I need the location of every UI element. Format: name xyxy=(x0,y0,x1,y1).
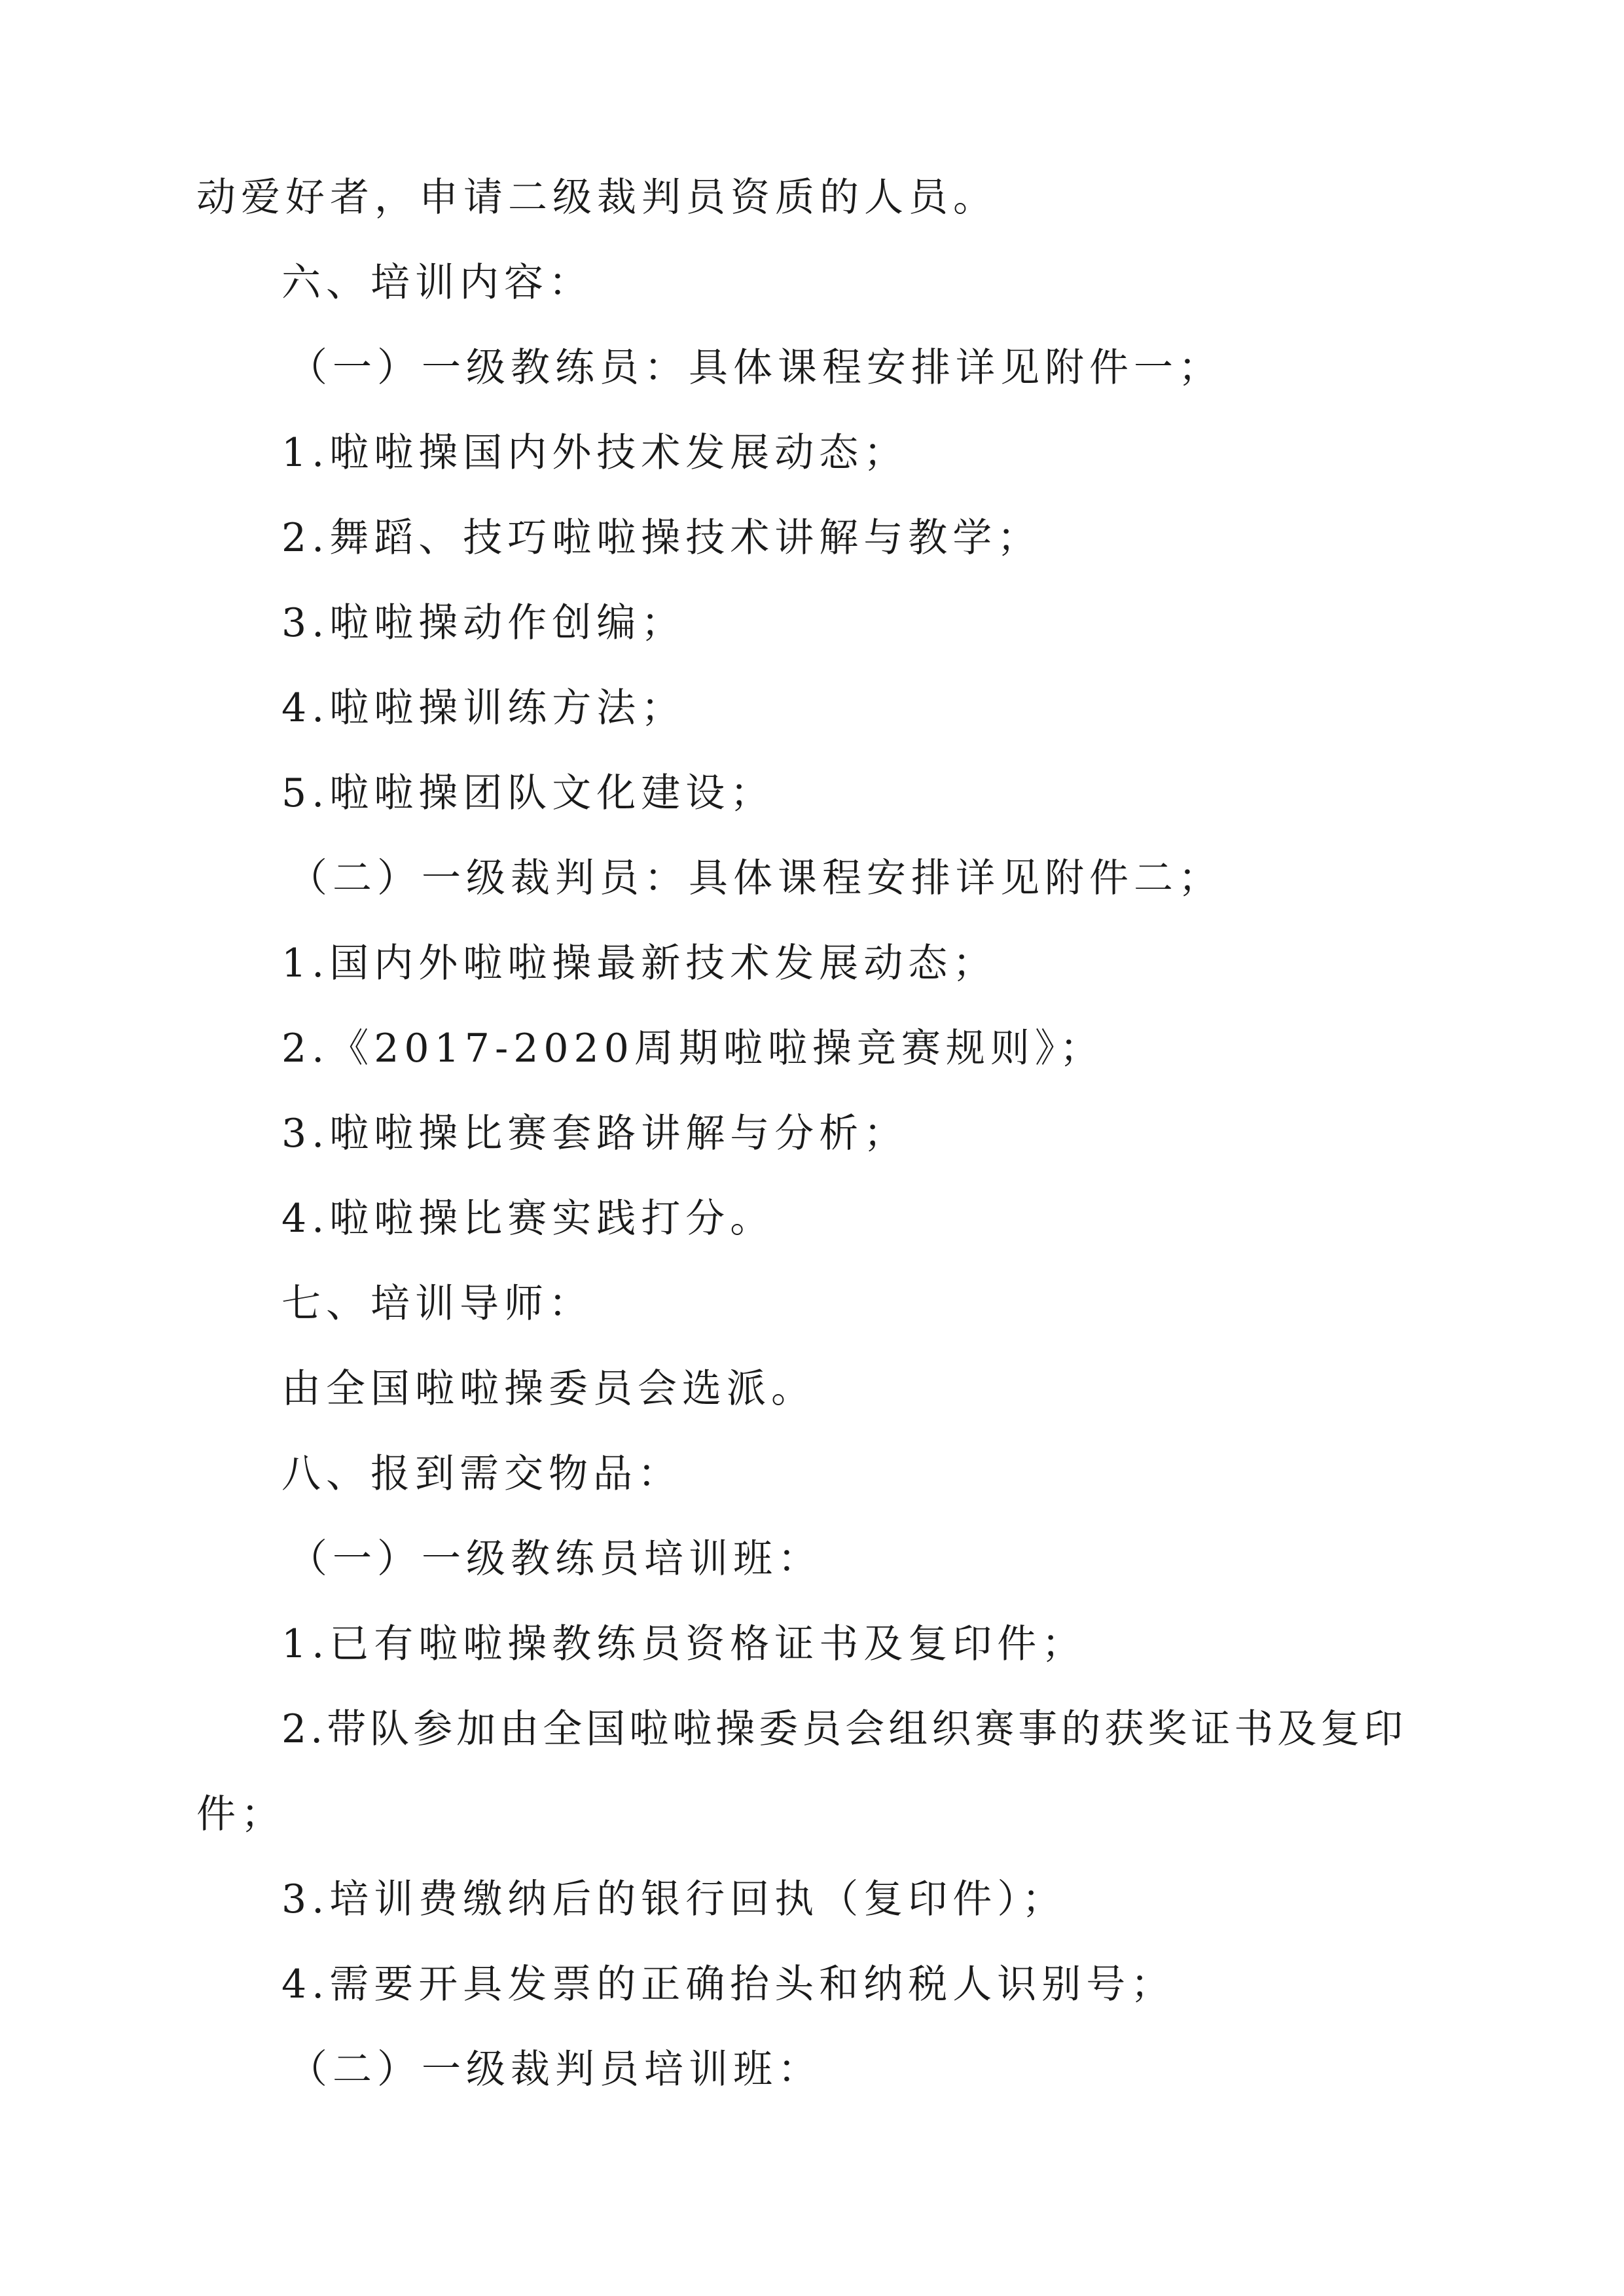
subheading-coach-class: （一）一级教练员培训班： xyxy=(288,1536,822,1582)
section-heading-instructors: 七、培训导师： xyxy=(281,1281,593,1327)
subheading-referee-class: （二）一级裁判员培训班： xyxy=(288,2047,822,2092)
section-heading-training-content: 六、培训内容： xyxy=(281,260,593,306)
subheading-referee-courses: （二）一级裁判员：具体课程安排详见附件二； xyxy=(288,855,1223,901)
list-item: 3.啦啦操比赛套路讲解与分析； xyxy=(281,1111,909,1157)
list-item-continuation: 件； xyxy=(196,1791,285,1837)
text-line: 由全国啦啦操委员会选派。 xyxy=(281,1366,816,1412)
list-item: 2.带队参加由全国啦啦操委员会组织赛事的获奖证书及复印 xyxy=(281,1706,1407,1752)
list-item: 1.啦啦操国内外技术发展动态； xyxy=(281,430,909,476)
list-item: 4.需要开具发票的正确抬头和纳税人识别号； xyxy=(281,1962,1176,2007)
section-heading-materials: 八、报到需交物品： xyxy=(281,1451,682,1497)
list-item: 4.啦啦操训练方法； xyxy=(281,685,686,731)
list-item: 4.啦啦操比赛实践打分。 xyxy=(281,1196,775,1242)
list-item: 5.啦啦操团队文化建设； xyxy=(281,770,775,816)
list-item: 1.国内外啦啦操最新技术发展动态； xyxy=(281,941,998,986)
text-line: 动爱好者，申请二级裁判员资质的人员。 xyxy=(196,175,998,221)
list-item: 3.啦啦操动作创编； xyxy=(281,600,686,646)
list-item: 2.舞蹈、技巧啦啦操技术讲解与教学； xyxy=(281,515,1042,561)
subheading-coach-courses: （一）一级教练员：具体课程安排详见附件一； xyxy=(288,345,1223,391)
list-item: 3.培训费缴纳后的银行回执（复印件）； xyxy=(281,1876,1067,1922)
list-item: 2.《2017-2020周期啦啦操竞赛规则》； xyxy=(281,1026,1104,1071)
list-item: 1.已有啦啦操教练员资格证书及复印件； xyxy=(281,1621,1087,1667)
